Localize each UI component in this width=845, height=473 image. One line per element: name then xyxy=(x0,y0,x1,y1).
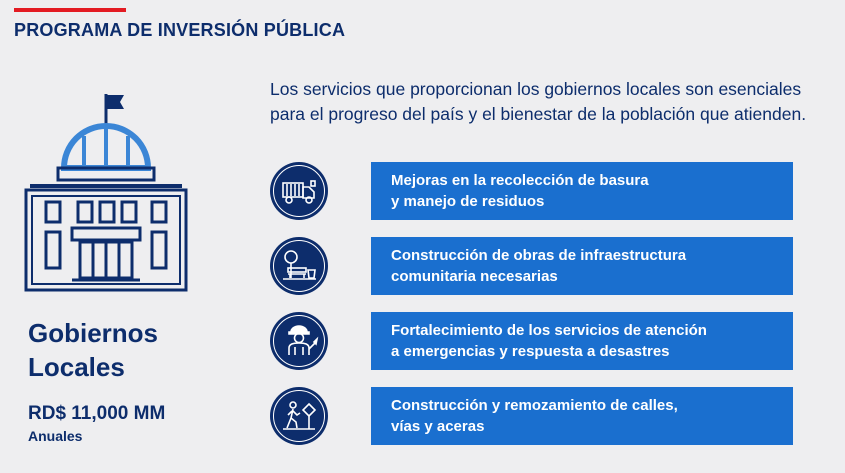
intro-line1: Los servicios que proporcionan los gobiernos locales son esenciales xyxy=(270,79,802,99)
pedestrian-sign-icon xyxy=(270,387,328,445)
municipal-building-icon xyxy=(20,92,192,292)
item-line1: Construcción y remozamiento de calles, xyxy=(391,397,678,414)
item-box xyxy=(371,312,793,370)
list-item xyxy=(270,237,794,297)
item-line1: Mejoras en la recolección de basura xyxy=(391,172,649,189)
intro-text xyxy=(270,77,840,127)
list-item xyxy=(270,312,794,372)
item-line2: vías y aceras xyxy=(391,418,485,435)
item-box xyxy=(371,387,793,445)
budget-amount: RD$ 11,000 MM xyxy=(28,403,166,424)
intro-line2: para el progreso del país y el bienestar de la población que atienden. xyxy=(270,104,807,124)
item-line2: a emergencias y respuesta a desastres xyxy=(391,343,670,360)
park-bench-icon xyxy=(270,237,328,295)
entity-name-line2: Locales xyxy=(28,352,125,382)
list-item xyxy=(270,162,794,222)
item-line1: Fortalecimiento de los servicios de atención xyxy=(391,322,707,339)
item-line2: comunitaria necesarias xyxy=(391,268,558,285)
item-box xyxy=(371,237,793,295)
list-item xyxy=(270,387,794,447)
item-box xyxy=(371,162,793,220)
budget-period: Anuales xyxy=(28,428,83,444)
firefighter-icon xyxy=(270,312,328,370)
page-title: PROGRAMA DE INVERSIÓN PÚBLICA xyxy=(14,20,346,40)
accent-bar xyxy=(14,8,126,12)
item-line1: Construcción de obras de infraestructura xyxy=(391,247,687,264)
entity-name-line1: Gobiernos xyxy=(28,318,159,348)
entity-name xyxy=(28,316,228,384)
item-line2: y manejo de residuos xyxy=(391,193,545,210)
garbage-truck-icon xyxy=(270,162,328,220)
